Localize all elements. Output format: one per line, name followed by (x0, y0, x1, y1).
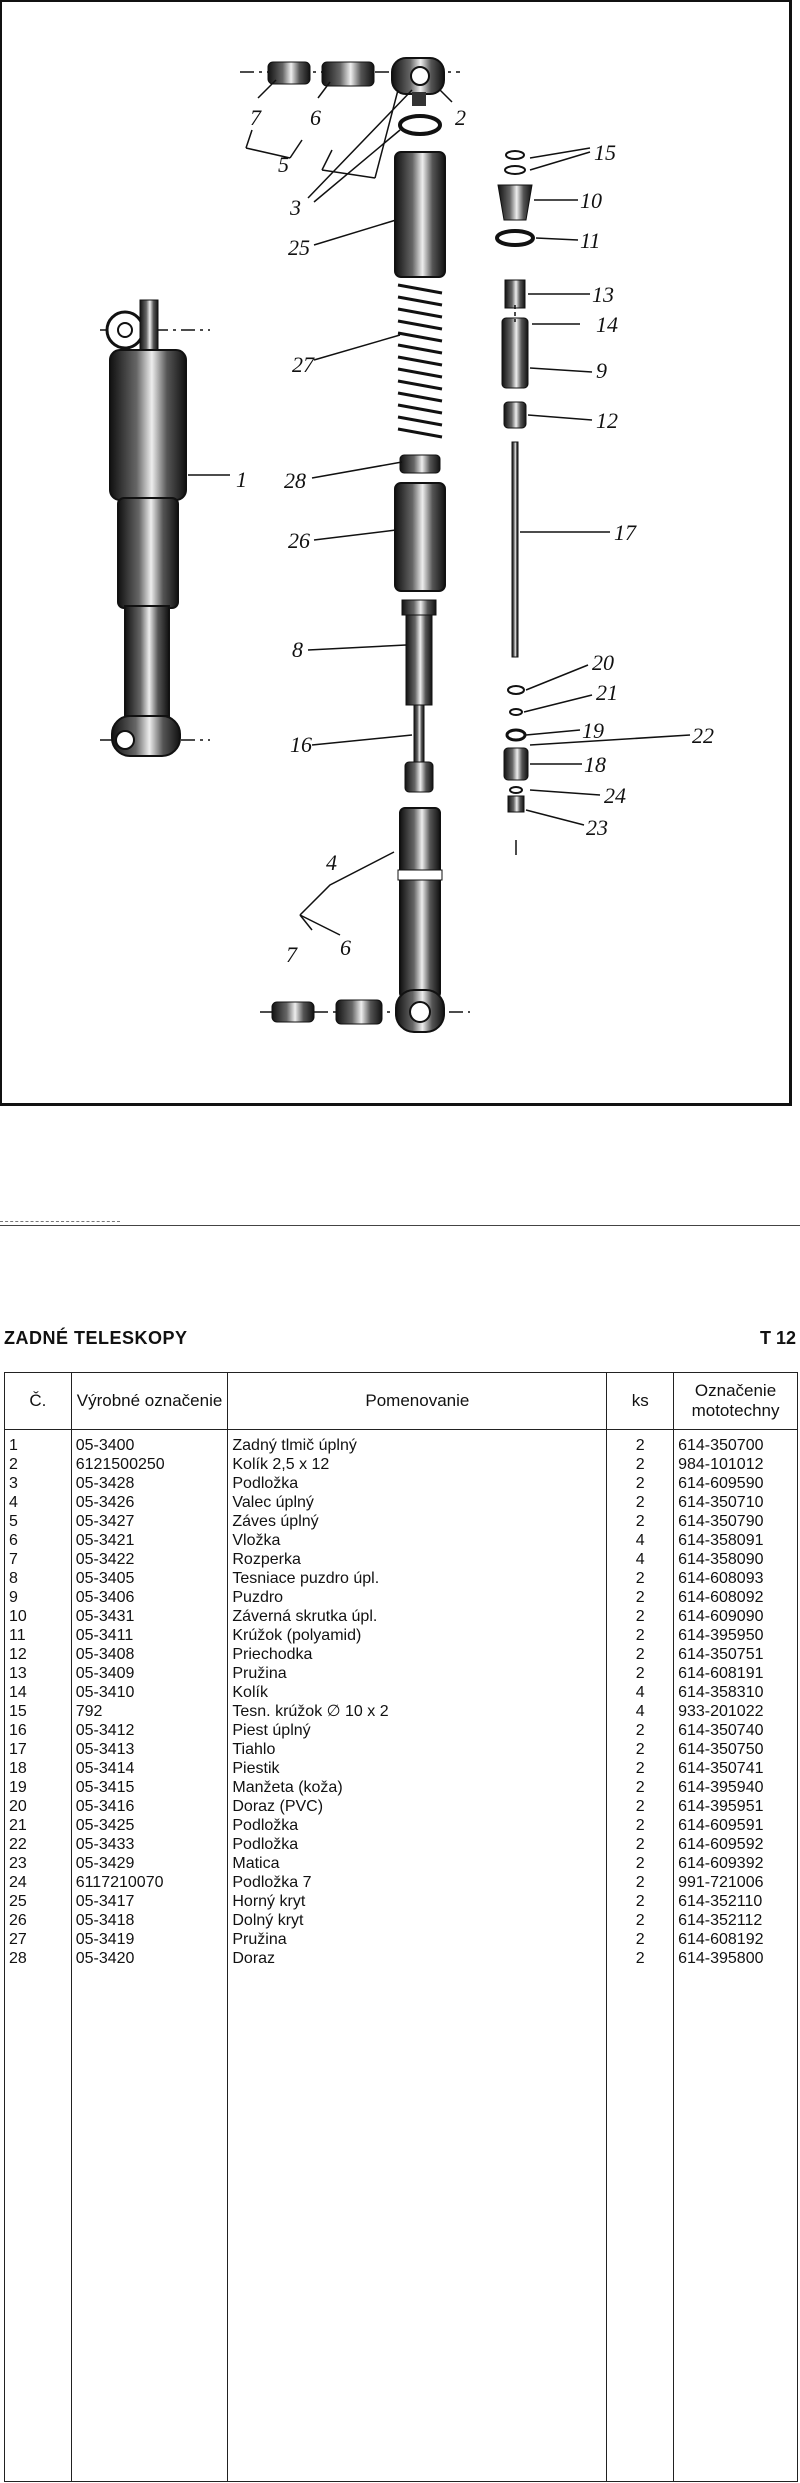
cell-quantity: 4 (607, 1683, 674, 1702)
table-row (5, 1759, 798, 1778)
cell-name: Tiahlo (228, 1740, 607, 1759)
cell-production-code: 05-3405 (71, 1569, 228, 1588)
cell-number: 15 (5, 1702, 72, 1721)
table-row (5, 1816, 798, 1835)
cell-quantity: 2 (607, 1930, 674, 1949)
label-part-16: 16 (290, 732, 312, 757)
cell-mototechna-code: 614-350700 (674, 1430, 798, 1456)
cell-number: 7 (5, 1550, 72, 1569)
cell-quantity: 4 (607, 1531, 674, 1550)
cell-name: Pružina (228, 1930, 607, 1949)
cell-mototechna-code: 614-395940 (674, 1778, 798, 1797)
table-row (5, 1930, 798, 1949)
exploded-column-drawing (240, 58, 470, 1032)
table-row (5, 1740, 798, 1759)
label-part-22: 22 (692, 723, 714, 748)
cell-number: 8 (5, 1569, 72, 1588)
cell-production-code: 05-3425 (71, 1816, 228, 1835)
cell-production-code: 05-3429 (71, 1854, 228, 1873)
header-mototechna-code: Označenie mototechny (674, 1373, 798, 1430)
cell-mototechna-code: 933-201022 (674, 1702, 798, 1721)
cell-number: 14 (5, 1683, 72, 1702)
empty-cell (228, 1968, 607, 2482)
cell-name: Podložka 7 (228, 1873, 607, 1892)
label-part-23: 23 (586, 815, 608, 840)
label-part-21: 21 (596, 680, 618, 705)
cell-name: Záverná skrutka úpl. (228, 1607, 607, 1626)
table-row (5, 1531, 798, 1550)
part-labels (236, 105, 714, 967)
cell-production-code: 05-3427 (71, 1512, 228, 1531)
table-row (5, 1645, 798, 1664)
table-row (5, 1778, 798, 1797)
table-row (5, 1911, 798, 1930)
table-row (5, 1702, 798, 1721)
cell-quantity: 2 (607, 1873, 674, 1892)
cell-number: 3 (5, 1474, 72, 1493)
label-part-9: 9 (596, 358, 607, 383)
cell-quantity: 4 (607, 1702, 674, 1721)
parts-table (4, 1372, 798, 2482)
cell-production-code: 05-3412 (71, 1721, 228, 1740)
cell-name: Piest úplný (228, 1721, 607, 1740)
label-part-6-lower: 6 (340, 935, 351, 960)
cell-production-code: 05-3409 (71, 1664, 228, 1683)
empty-cell (674, 1968, 798, 2482)
label-part-8: 8 (292, 637, 303, 662)
cell-quantity: 2 (607, 1778, 674, 1797)
label-part-13: 13 (592, 282, 614, 307)
cell-mototechna-code: 614-350790 (674, 1512, 798, 1531)
cell-number: 27 (5, 1930, 72, 1949)
cell-number: 6 (5, 1531, 72, 1550)
table-title: ZADNÉ TELESKOPY (4, 1328, 188, 1348)
cell-name: Manžeta (koža) (228, 1778, 607, 1797)
cell-number: 1 (5, 1430, 72, 1456)
cell-mototechna-code: 614-609392 (674, 1854, 798, 1873)
cell-quantity: 2 (607, 1797, 674, 1816)
cell-number: 28 (5, 1949, 72, 1968)
cell-mototechna-code: 614-350741 (674, 1759, 798, 1778)
cell-name: Doraz (228, 1949, 607, 1968)
cell-mototechna-code: 614-609592 (674, 1835, 798, 1854)
table-code: T 12 (759, 1328, 796, 1348)
empty-cell (71, 1968, 228, 2482)
cell-production-code: 6117210070 (71, 1873, 228, 1892)
label-part-4: 4 (326, 850, 337, 875)
cell-production-code: 05-3411 (71, 1626, 228, 1645)
cell-quantity: 2 (607, 1569, 674, 1588)
header-quantity: ks (607, 1373, 674, 1430)
table-row (5, 1588, 798, 1607)
cell-mototechna-code: 614-350750 (674, 1740, 798, 1759)
cell-mototechna-code: 614-358310 (674, 1683, 798, 1702)
table-row (5, 1474, 798, 1493)
cell-mototechna-code: 614-395951 (674, 1797, 798, 1816)
cell-name: Horný kryt (228, 1892, 607, 1911)
cell-mototechna-code: 614-350740 (674, 1721, 798, 1740)
cell-number: 22 (5, 1835, 72, 1854)
cell-quantity: 2 (607, 1721, 674, 1740)
cell-number: 2 (5, 1455, 72, 1474)
label-part-12: 12 (596, 408, 618, 433)
cell-production-code: 05-3426 (71, 1493, 228, 1512)
cell-quantity: 2 (607, 1759, 674, 1778)
cell-number: 17 (5, 1740, 72, 1759)
cell-quantity: 2 (607, 1835, 674, 1854)
cell-mototechna-code: 614-608191 (674, 1664, 798, 1683)
label-part-20: 20 (592, 650, 614, 675)
table-row (5, 1949, 798, 1968)
cell-production-code: 05-3428 (71, 1474, 228, 1493)
cell-quantity: 2 (607, 1474, 674, 1493)
table-row (5, 1683, 798, 1702)
cell-name: Podložka (228, 1474, 607, 1493)
cell-production-code: 05-3415 (71, 1778, 228, 1797)
cell-name: Pružina (228, 1664, 607, 1683)
label-part-27: 27 (292, 352, 314, 377)
cell-quantity: 2 (607, 1854, 674, 1873)
table-row (5, 1512, 798, 1531)
cell-mototechna-code: 614-350710 (674, 1493, 798, 1512)
table-row (5, 1892, 798, 1911)
cell-mototechna-code: 614-609590 (674, 1474, 798, 1493)
cell-production-code: 05-3414 (71, 1759, 228, 1778)
cell-number: 5 (5, 1512, 72, 1531)
label-part-6: 6 (310, 105, 321, 130)
cell-quantity: 2 (607, 1512, 674, 1531)
label-part-5: 5 (278, 152, 289, 177)
cell-name: Tesniace puzdro úpl. (228, 1569, 607, 1588)
cell-mototechna-code: 614-608093 (674, 1569, 798, 1588)
table-row (5, 1835, 798, 1854)
cell-name: Matica (228, 1854, 607, 1873)
label-part-11: 11 (580, 228, 601, 253)
label-part-2: 2 (455, 105, 466, 130)
table-row (5, 1664, 798, 1683)
cell-name: Podložka (228, 1816, 607, 1835)
label-part-14: 14 (596, 312, 618, 337)
cell-quantity: 2 (607, 1493, 674, 1512)
cell-name: Zadný tlmič úplný (228, 1430, 607, 1456)
cell-number: 9 (5, 1588, 72, 1607)
cell-quantity: 2 (607, 1607, 674, 1626)
cell-number: 20 (5, 1797, 72, 1816)
cell-mototechna-code: 614-358090 (674, 1550, 798, 1569)
header-production-code: Výrobné označenie (71, 1373, 228, 1430)
cell-name: Záves úplný (228, 1512, 607, 1531)
cell-mototechna-code: 614-609591 (674, 1816, 798, 1835)
label-part-3: 3 (290, 195, 301, 220)
table-row (5, 1430, 798, 1456)
empty-cell (607, 1968, 674, 2482)
cell-name: Priechodka (228, 1645, 607, 1664)
cell-production-code: 05-3419 (71, 1930, 228, 1949)
cell-production-code: 6121500250 (71, 1455, 228, 1474)
cell-number: 13 (5, 1664, 72, 1683)
cell-mototechna-code: 614-608192 (674, 1930, 798, 1949)
table-row (5, 1455, 798, 1474)
cell-production-code: 05-3408 (71, 1645, 228, 1664)
cell-mototechna-code: 614-395800 (674, 1949, 798, 1968)
cell-number: 12 (5, 1645, 72, 1664)
cell-mototechna-code: 614-358091 (674, 1531, 798, 1550)
cell-mototechna-code: 614-350751 (674, 1645, 798, 1664)
table-header-row (5, 1373, 798, 1430)
label-part-26: 26 (288, 528, 310, 553)
cell-mototechna-code: 614-609090 (674, 1607, 798, 1626)
cell-number: 18 (5, 1759, 72, 1778)
label-part-24: 24 (604, 783, 626, 808)
cell-production-code: 05-3431 (71, 1607, 228, 1626)
label-part-7-lower: 7 (286, 942, 297, 967)
cell-production-code: 05-3421 (71, 1531, 228, 1550)
label-part-25: 25 (288, 235, 310, 260)
cell-quantity: 2 (607, 1430, 674, 1456)
table-row (5, 1607, 798, 1626)
cell-production-code: 05-3433 (71, 1835, 228, 1854)
cell-quantity: 2 (607, 1588, 674, 1607)
cell-name: Kolík (228, 1683, 607, 1702)
cell-name: Dolný kryt (228, 1911, 607, 1930)
cell-quantity: 2 (607, 1816, 674, 1835)
cell-number: 16 (5, 1721, 72, 1740)
cell-quantity: 2 (607, 1949, 674, 1968)
cell-number: 21 (5, 1816, 72, 1835)
label-part-7: 7 (250, 105, 261, 130)
page-divider (0, 1225, 800, 1226)
cell-production-code: 792 (71, 1702, 228, 1721)
cell-mototechna-code: 614-352110 (674, 1892, 798, 1911)
label-part-15: 15 (594, 140, 616, 165)
table-row (5, 1550, 798, 1569)
cell-production-code: 05-3420 (71, 1949, 228, 1968)
cell-name: Piestik (228, 1759, 607, 1778)
label-part-28: 28 (284, 468, 306, 493)
cell-quantity: 2 (607, 1892, 674, 1911)
cell-mototechna-code: 991-721006 (674, 1873, 798, 1892)
cell-name: Valec úplný (228, 1493, 607, 1512)
cell-number: 10 (5, 1607, 72, 1626)
cell-number: 24 (5, 1873, 72, 1892)
cell-quantity: 4 (607, 1550, 674, 1569)
label-part-17: 17 (614, 520, 636, 545)
cell-quantity: 2 (607, 1664, 674, 1683)
table-filler-row (5, 1968, 798, 2482)
cell-mototechna-code: 614-395950 (674, 1626, 798, 1645)
table-row (5, 1797, 798, 1816)
table-row (5, 1493, 798, 1512)
cell-name: Kolík 2,5 x 12 (228, 1455, 607, 1474)
cell-production-code: 05-3422 (71, 1550, 228, 1569)
header-name: Pomenovanie (228, 1373, 607, 1430)
cell-quantity: 2 (607, 1911, 674, 1930)
right-column-drawing (497, 151, 533, 855)
cell-quantity: 2 (607, 1455, 674, 1474)
table-row (5, 1873, 798, 1892)
cell-name: Tesn. krúžok ∅ 10 x 2 (228, 1702, 607, 1721)
cell-name: Krúžok (polyamid) (228, 1626, 607, 1645)
cell-quantity: 2 (607, 1645, 674, 1664)
cell-production-code: 05-3410 (71, 1683, 228, 1702)
page-divider-dashed (0, 1221, 120, 1222)
complete-shock-drawing (100, 300, 230, 756)
cell-quantity: 2 (607, 1740, 674, 1759)
cell-production-code: 05-3400 (71, 1430, 228, 1456)
cell-name: Vložka (228, 1531, 607, 1550)
table-row (5, 1626, 798, 1645)
cell-name: Doraz (PVC) (228, 1797, 607, 1816)
label-part-18: 18 (584, 752, 606, 777)
cell-name: Podložka (228, 1835, 607, 1854)
cell-quantity: 2 (607, 1626, 674, 1645)
cell-production-code: 05-3418 (71, 1911, 228, 1930)
empty-cell (5, 1968, 72, 2482)
label-part-1: 1 (236, 467, 247, 492)
cell-production-code: 05-3416 (71, 1797, 228, 1816)
label-part-10: 10 (580, 188, 602, 213)
table-row (5, 1854, 798, 1873)
cell-production-code: 05-3406 (71, 1588, 228, 1607)
label-part-19: 19 (582, 718, 604, 743)
cell-production-code: 05-3413 (71, 1740, 228, 1759)
header-number: Č. (5, 1373, 72, 1430)
cell-mototechna-code: 614-352112 (674, 1911, 798, 1930)
cell-name: Rozperka (228, 1550, 607, 1569)
cell-number: 11 (5, 1626, 72, 1645)
cell-production-code: 05-3417 (71, 1892, 228, 1911)
table-row (5, 1569, 798, 1588)
cell-mototechna-code: 614-608092 (674, 1588, 798, 1607)
parts-table-body (5, 1430, 798, 2482)
exploded-parts-diagram (0, 0, 800, 1110)
cell-number: 19 (5, 1778, 72, 1797)
cell-number: 4 (5, 1493, 72, 1512)
cell-name: Puzdro (228, 1588, 607, 1607)
table-row (5, 1721, 798, 1740)
cell-number: 23 (5, 1854, 72, 1873)
cell-number: 26 (5, 1911, 72, 1930)
cell-number: 25 (5, 1892, 72, 1911)
cell-mototechna-code: 984-101012 (674, 1455, 798, 1474)
